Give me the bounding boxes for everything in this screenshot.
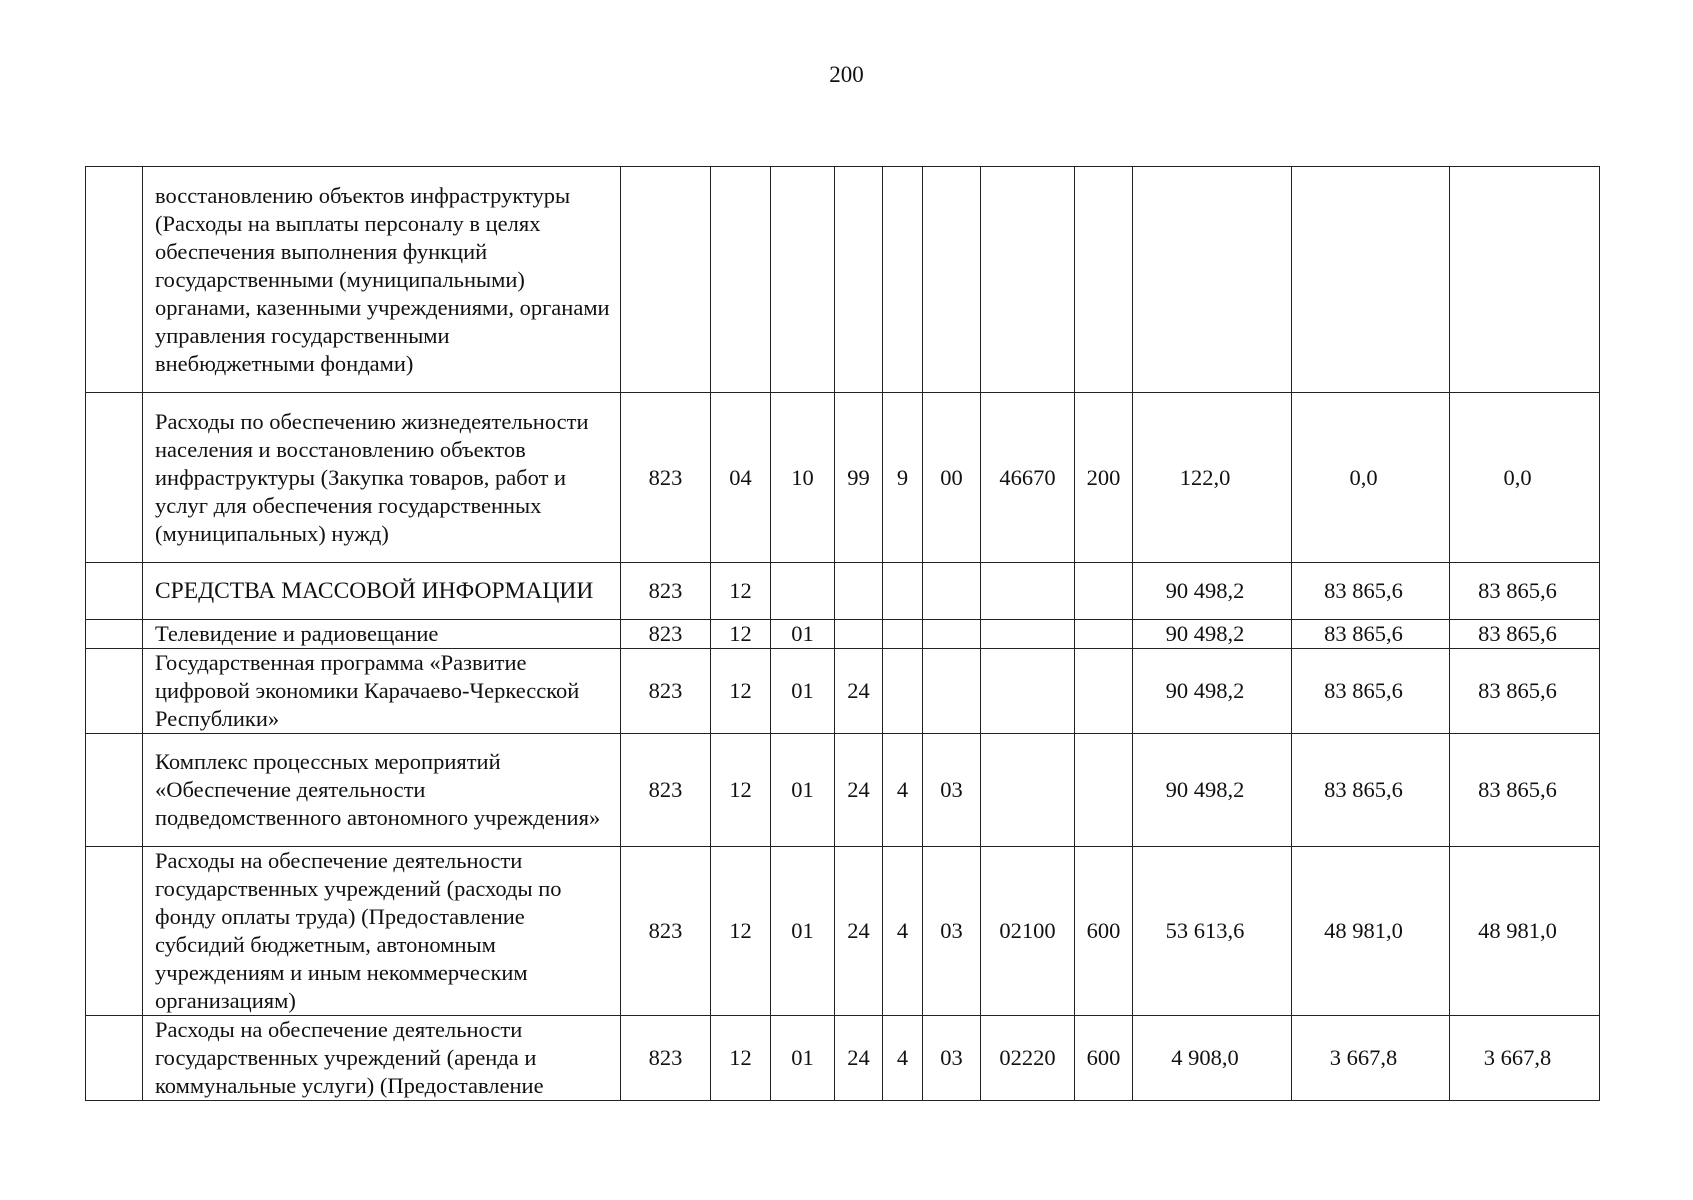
ministry-cell: 823 — [621, 620, 711, 649]
subprogram-cell: 4 — [883, 847, 923, 1016]
amount-1-cell: 90 498,2 — [1133, 649, 1292, 734]
table-row — [86, 563, 1600, 620]
subsection-cell: 01 — [771, 620, 835, 649]
amount-3-cell: 83 865,6 — [1450, 734, 1600, 847]
subprogram-cell — [883, 620, 923, 649]
amount-2-cell: 3 667,8 — [1292, 1016, 1450, 1101]
row-number-cell — [86, 563, 143, 620]
amount-1-cell: 90 498,2 — [1133, 734, 1292, 847]
subprogram-cell — [883, 563, 923, 620]
amount-3-cell: 3 667,8 — [1450, 1016, 1600, 1101]
event-cell — [923, 649, 981, 734]
event-cell — [923, 620, 981, 649]
event-cell: 03 — [923, 847, 981, 1016]
subprogram-cell: 4 — [883, 1016, 923, 1101]
program-cell: 24 — [835, 847, 883, 1016]
budget-table — [85, 166, 1600, 1101]
amount-3-cell: 0,0 — [1450, 393, 1600, 563]
direction-cell — [981, 620, 1075, 649]
amount-3-cell: 83 865,6 — [1450, 563, 1600, 620]
amount-2-cell: 83 865,6 — [1292, 563, 1450, 620]
description-cell: Телевидение и радиовещание — [143, 620, 621, 649]
ministry-cell: 823 — [621, 734, 711, 847]
subsection-cell: 01 — [771, 1016, 835, 1101]
subprogram-cell: 4 — [883, 734, 923, 847]
description-cell: Расходы по обеспечению жизнедеятельности населения и восстановлению объектов инфраструктуры (Закупка товаров, работ и услуг для обеспечения государственных (муниципальных) нужд) — [143, 393, 621, 563]
section-cell — [711, 167, 771, 393]
section-cell: 12 — [711, 620, 771, 649]
event-cell — [923, 167, 981, 393]
ministry-cell: 823 — [621, 649, 711, 734]
description-cell: СРЕДСТВА МАССОВОЙ ИНФОРМАЦИИ — [143, 563, 621, 620]
amount-2-cell: 48 981,0 — [1292, 847, 1450, 1016]
expense-type-cell — [1075, 563, 1133, 620]
amount-3-cell — [1450, 167, 1600, 393]
row-number-cell — [86, 847, 143, 1016]
direction-cell — [981, 734, 1075, 847]
program-cell — [835, 167, 883, 393]
section-cell: 12 — [711, 1016, 771, 1101]
amount-3-cell: 48 981,0 — [1450, 847, 1600, 1016]
row-number-cell — [86, 620, 143, 649]
program-cell: 99 — [835, 393, 883, 563]
section-cell: 12 — [711, 563, 771, 620]
subprogram-cell — [883, 649, 923, 734]
table-row — [86, 167, 1600, 393]
description-cell: Комплекс процессных мероприятий «Обеспечение деятельности подведомственного автономного учреждения» — [143, 734, 621, 847]
event-cell: 03 — [923, 734, 981, 847]
page-number: 200 — [829, 62, 864, 87]
amount-1-cell: 4 908,0 — [1133, 1016, 1292, 1101]
expense-type-cell — [1075, 167, 1133, 393]
table-row — [86, 649, 1600, 734]
row-number-cell — [86, 1016, 143, 1101]
section-cell: 12 — [711, 649, 771, 734]
table-row — [86, 847, 1600, 1016]
subprogram-cell: 9 — [883, 393, 923, 563]
program-cell: 24 — [835, 734, 883, 847]
subsection-cell: 01 — [771, 734, 835, 847]
description-cell: Государственная программа «Развитие цифровой экономики Карачаево-Черкесской Республики» — [143, 649, 621, 734]
amount-2-cell — [1292, 167, 1450, 393]
row-number-cell — [86, 393, 143, 563]
event-cell — [923, 563, 981, 620]
direction-cell — [981, 563, 1075, 620]
direction-cell — [981, 167, 1075, 393]
description-cell: Расходы на обеспечение деятельности государственных учреждений (расходы по фонду оплаты труда) (Предоставление субсидий бюджетным, автономным учреждениям и иным некоммерческим организациям) — [143, 847, 621, 1016]
table-row — [86, 393, 1600, 563]
section-cell: 12 — [711, 847, 771, 1016]
direction-cell: 46670 — [981, 393, 1075, 563]
direction-cell — [981, 649, 1075, 734]
expense-type-cell: 200 — [1075, 393, 1133, 563]
program-cell: 24 — [835, 1016, 883, 1101]
ministry-cell: 823 — [621, 393, 711, 563]
amount-2-cell: 83 865,6 — [1292, 649, 1450, 734]
expense-type-cell — [1075, 620, 1133, 649]
table-row — [86, 620, 1600, 649]
direction-cell: 02220 — [981, 1016, 1075, 1101]
row-number-cell — [86, 649, 143, 734]
amount-3-cell: 83 865,6 — [1450, 620, 1600, 649]
expense-type-cell — [1075, 649, 1133, 734]
program-cell — [835, 620, 883, 649]
amount-2-cell: 83 865,6 — [1292, 620, 1450, 649]
event-cell: 03 — [923, 1016, 981, 1101]
row-number-cell — [86, 167, 143, 393]
subsection-cell — [771, 563, 835, 620]
amount-1-cell: 90 498,2 — [1133, 563, 1292, 620]
ministry-cell: 823 — [621, 847, 711, 1016]
expense-type-cell: 600 — [1075, 1016, 1133, 1101]
subsection-cell: 01 — [771, 649, 835, 734]
amount-2-cell: 0,0 — [1292, 393, 1450, 563]
expense-type-cell — [1075, 734, 1133, 847]
program-cell — [835, 563, 883, 620]
description-cell: восстановлению объектов инфраструктуры (Расходы на выплаты персоналу в целях обеспечения выполнения функций государственными (муниципальными) органами, казенными учреждениями, органами управления государственными внебюджетными фондами) — [143, 167, 621, 393]
amount-3-cell: 83 865,6 — [1450, 649, 1600, 734]
row-number-cell — [86, 734, 143, 847]
program-cell: 24 — [835, 649, 883, 734]
amount-1-cell: 90 498,2 — [1133, 620, 1292, 649]
subsection-cell: 10 — [771, 393, 835, 563]
ministry-cell: 823 — [621, 1016, 711, 1101]
amount-1-cell: 53 613,6 — [1133, 847, 1292, 1016]
table-row — [86, 1016, 1600, 1101]
description-cell: Расходы на обеспечение деятельности государственных учреждений (аренда и коммунальные услуги) (Предоставление — [143, 1016, 621, 1101]
event-cell: 00 — [923, 393, 981, 563]
table-row — [86, 734, 1600, 847]
amount-1-cell — [1133, 167, 1292, 393]
section-cell: 12 — [711, 734, 771, 847]
amount-2-cell: 83 865,6 — [1292, 734, 1450, 847]
ministry-cell: 823 — [621, 563, 711, 620]
subsection-cell — [771, 167, 835, 393]
direction-cell: 02100 — [981, 847, 1075, 1016]
amount-1-cell: 122,0 — [1133, 393, 1292, 563]
subsection-cell: 01 — [771, 847, 835, 1016]
subprogram-cell — [883, 167, 923, 393]
ministry-cell — [621, 167, 711, 393]
section-cell: 04 — [711, 393, 771, 563]
expense-type-cell: 600 — [1075, 847, 1133, 1016]
